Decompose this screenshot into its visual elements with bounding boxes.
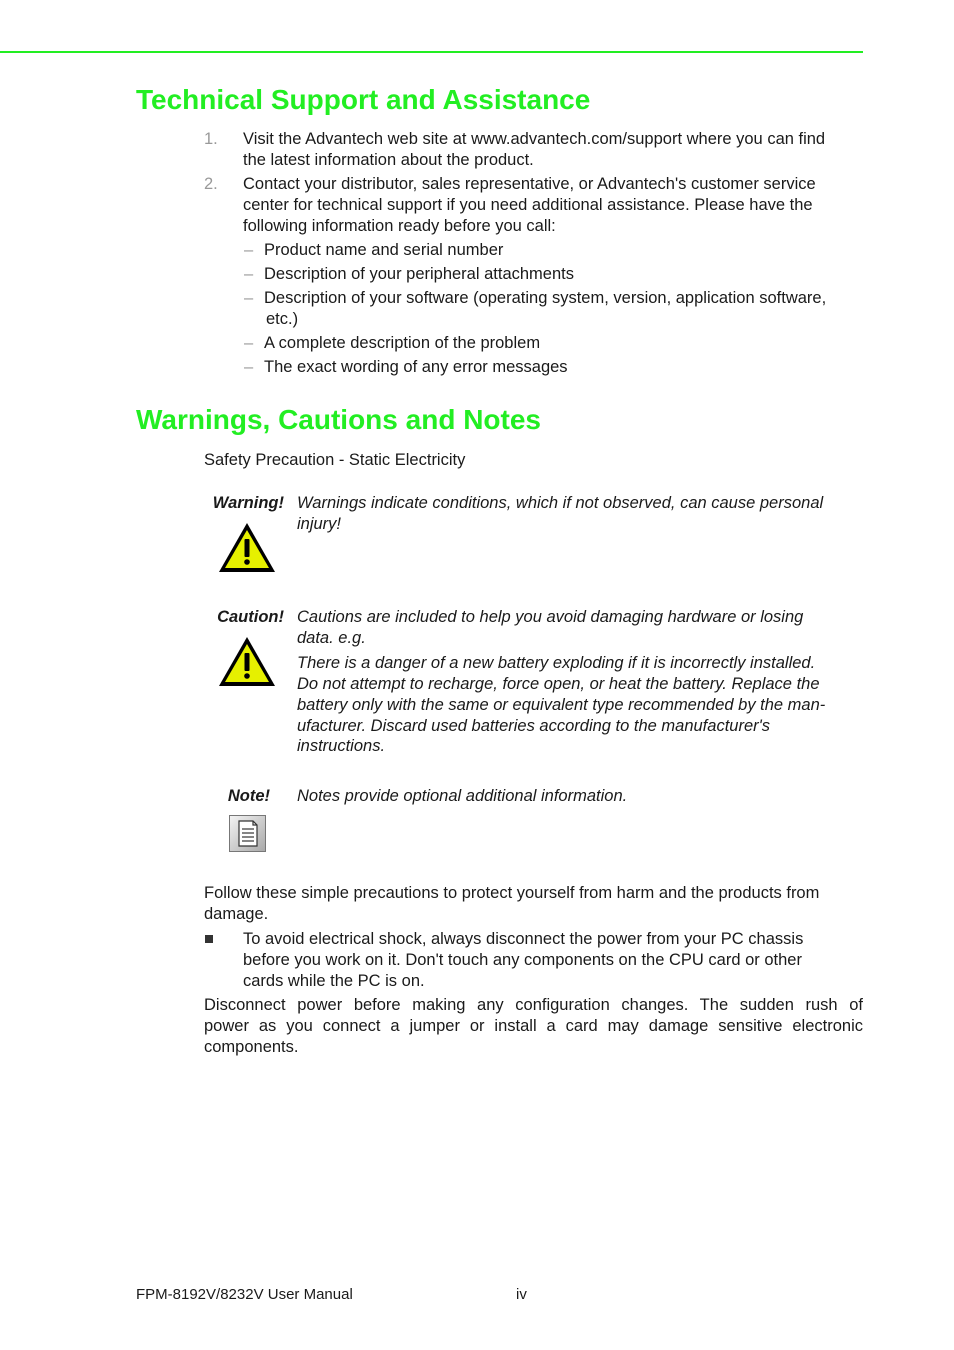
- note-text: Notes provide optional additional information.: [297, 787, 628, 805]
- precautions-paragraph: damage.: [204, 905, 269, 923]
- warning-text: injury!: [297, 515, 342, 533]
- caution-text: data. e.g.: [297, 629, 366, 647]
- bullet-square-icon: [205, 935, 213, 943]
- note-document-icon: [229, 815, 266, 852]
- top-rule: [0, 51, 863, 53]
- footer-page-number: iv: [516, 1286, 527, 1303]
- note-label: Note!: [227, 787, 270, 805]
- list-item-line: Contact your distributor, sales representative, or Advantech's customer service: [243, 175, 816, 193]
- sub-list-dash: –: [244, 241, 254, 259]
- caution-detail: There is a danger of a new battery exploding if it is incorrectly installed.: [297, 654, 816, 672]
- sub-list-item: The exact wording of any error messages: [264, 358, 568, 376]
- list-number: 2.: [204, 175, 218, 193]
- caution-text: Cautions are included to help you avoid damaging hardware or losing: [297, 608, 804, 626]
- caution-triangle-icon: [217, 635, 277, 688]
- section-title-warnings: Warnings, Cautions and Notes: [136, 404, 541, 435]
- disconnect-paragraph: power as you connect a jumper or install a card may damage sensitive electronic: [204, 1017, 863, 1035]
- sub-list-dash: –: [244, 289, 254, 307]
- list-item-line: the latest information about the product.: [243, 151, 534, 169]
- disconnect-paragraph: components.: [204, 1038, 299, 1056]
- caution-detail: ufacturer. Discard used batteries according to the manufacturer's: [297, 717, 771, 735]
- caution-label: Caution!: [217, 608, 284, 626]
- disconnect-paragraph: Disconnect power before making any configuration changes. The sudden rush of: [204, 996, 863, 1014]
- list-item-line: center for technical support if you need additional assistance. Please have the: [243, 196, 813, 214]
- caution-detail: Do not attempt to recharge, force open, or heat the battery. Replace the: [297, 675, 820, 693]
- list-number: 1.: [204, 130, 218, 148]
- bullet-item-line: To avoid electrical shock, always disconnect the power from your PC chassis: [243, 930, 804, 948]
- bullet-item-line: cards while the PC is on.: [243, 972, 425, 990]
- list-item-line: following information ready before you call:: [243, 217, 556, 235]
- sub-list-item: etc.): [266, 310, 299, 328]
- footer-manual-title: FPM-8192V/8232V User Manual: [136, 1286, 353, 1303]
- bullet-item-line: before you work on it. Don't touch any components on the CPU card or other: [243, 951, 802, 969]
- warning-label: Warning!: [212, 494, 284, 512]
- sub-list-item: Description of your peripheral attachments: [264, 265, 574, 283]
- warning-triangle-icon: [217, 521, 277, 574]
- sub-list-item: Description of your software (operating system, version, application software,: [264, 289, 827, 307]
- sub-list-dash: –: [244, 358, 254, 376]
- precautions-paragraph: Follow these simple precautions to protect yourself from harm and the products from: [204, 884, 820, 902]
- caution-detail: instructions.: [297, 737, 386, 755]
- sub-list-dash: –: [244, 334, 254, 352]
- sub-list-item: A complete description of the problem: [264, 334, 541, 352]
- caution-detail: battery only with the same or equivalent type recommended by the man-: [297, 696, 826, 714]
- sub-list-dash: –: [244, 265, 254, 283]
- safety-precaution-intro: Safety Precaution - Static Electricity: [204, 451, 466, 469]
- section-title-technical-support: Technical Support and Assistance: [136, 84, 591, 115]
- warning-text: Warnings indicate conditions, which if not observed, can cause personal: [297, 494, 824, 512]
- list-item-line: Visit the Advantech web site at www.advantech.com/support where you can find: [243, 130, 826, 148]
- sub-list-item: Product name and serial number: [264, 241, 504, 259]
